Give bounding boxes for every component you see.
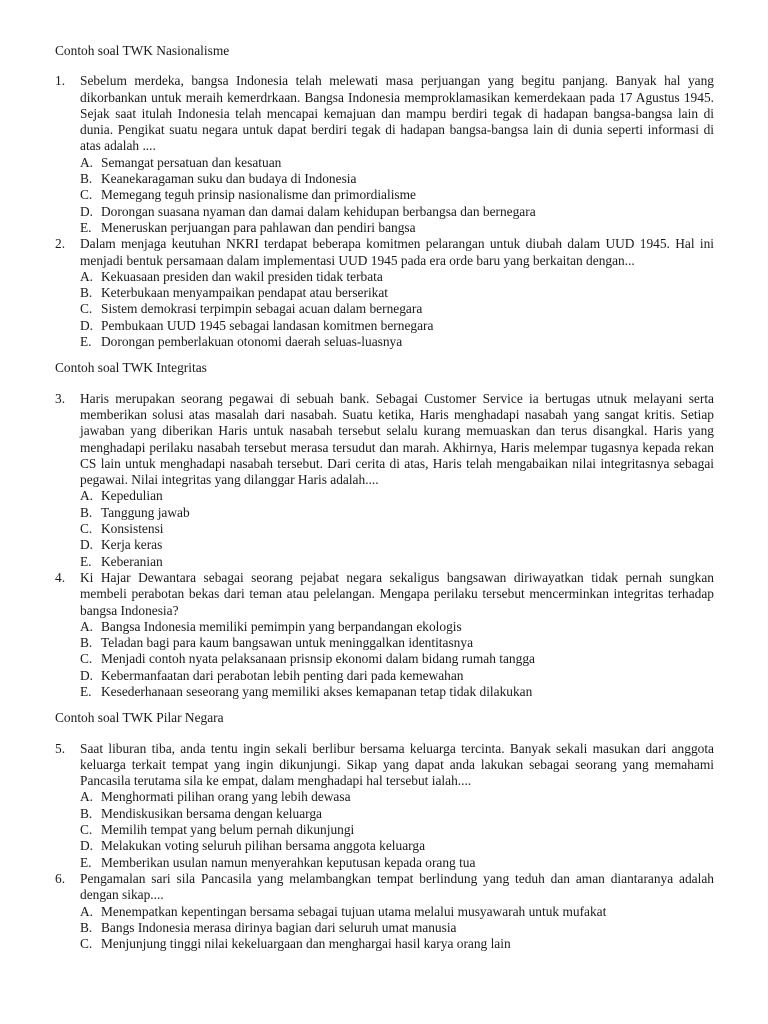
option-text: Teladan bagi para kaum bangsawan untuk meninggalkan identitasnya: [101, 635, 474, 651]
option-text: Mendiskusikan bersama dengan keluarga: [101, 805, 323, 821]
answer-option: [80, 668, 714, 684]
section-nasionalisme: [55, 43, 714, 350]
option-letter: A.: [80, 268, 94, 284]
answer-option: [80, 936, 714, 952]
answer-option: [80, 789, 714, 805]
option-letter: C.: [80, 651, 93, 667]
option-text: Bangs Indonesia merasa dirinya bagian dari seluruh umat manusia: [101, 919, 457, 935]
option-letter: A.: [80, 154, 94, 170]
option-text: Meneruskan perjuangan para pahlawan dan pendiri bangsa: [101, 219, 416, 235]
option-letter: E.: [80, 334, 92, 350]
option-letter: B.: [80, 805, 93, 821]
answer-option: [80, 505, 714, 521]
question-text: Dalam menjaga keutuhan NKRI terdapat beberapa komitmen pelarangan untuk diubah dalam UUD 1945. Hal ini menjadi bentuk persamaan dalam implementasi UUD 1945 pada era orde baru yang berkaitan dengan...: [80, 236, 714, 268]
option-text: Kekuasaan presiden dan wakil presiden tidak terbata: [101, 268, 383, 284]
question-number: 3.: [55, 390, 66, 406]
option-letter: D.: [80, 667, 94, 683]
question-number: 4.: [55, 569, 66, 585]
option-text: Bangsa Indonesia memiliki pemimpin yang berpandangan ekologis: [101, 618, 462, 634]
option-letter: C.: [80, 936, 93, 952]
answer-options: [80, 789, 714, 870]
option-text: Menjunjung tinggi nilai kekeluargaan dan menghargai hasil karya orang lain: [101, 936, 511, 952]
option-letter: A.: [80, 488, 94, 504]
option-text: Sistem demokrasi terpimpin sebagai acuan dalam bernegara: [101, 301, 423, 317]
option-letter: E.: [80, 854, 92, 870]
question-number: 1.: [55, 73, 66, 89]
question-text: Sebelum merdeka, bangsa Indonesia telah melewati masa perjuangan yang begitu panjang. Banyak hal yang dikorbankan untuk meraih kemerdrkaan. Bangsa Indonesia memproklamasikan kemerdekaan pada 17 Agustus 1945. Sejak saat itulah Indonesia telah mencapai kemajuan dan mampu berdiri tegak di hadapan bangsa-bangsa lain di dunia. Pengikat suatu negara untuk dapat berdiri tegak di hadapan bangsa-bangsa lain di dunia seperti informasi di atas adalah ....: [80, 73, 714, 154]
question-text: Haris merupakan seorang pegawai di sebuah bank. Sebagai Customer Service ia bertugas utnuk melayani serta memberikan solusi atas masalah dari nasabah. Suatu ketika, Haris menghadapi nasabah yang sangat kritis. Setiap jawaban yang diberikan Haris untuk nasabah tersebut selalu kurang memuaskan dan terus disangkal. Haris yang menghadapi perilaku nasabah tersebut merasa tersudut dan marah. Akhirnya, Haris melempar tugasnya kepada rekan CS lain untuk menghadapi nasabah tersebut. Dari cerita di atas, Haris telah mengabaikan nilai integritasnya sebagai pegawai. Nilai integritas yang dilanggar Haris adalah....: [80, 390, 714, 488]
option-text: Tanggung jawab: [101, 504, 190, 520]
answer-option: [80, 204, 714, 220]
answer-option: [80, 920, 714, 936]
option-text: Kebermanfaatan dari perabotan lebih penting dari pada kemewahan: [101, 667, 464, 683]
answer-option: [80, 171, 714, 187]
answer-option: [80, 301, 714, 317]
option-letter: B.: [80, 285, 93, 301]
section-heading: Contoh soal TWK Integritas: [55, 360, 207, 376]
option-letter: B.: [80, 635, 93, 651]
answer-option: [80, 822, 714, 838]
answer-option: [80, 187, 714, 203]
question-number: 5.: [55, 740, 66, 756]
question-number: 2.: [55, 236, 66, 252]
question-3: [55, 391, 714, 570]
section-heading: Contoh soal TWK Nasionalisme: [55, 43, 230, 58]
answer-options: [80, 904, 714, 953]
section-pilar-negara: [55, 710, 714, 952]
question-2: [55, 236, 714, 350]
option-text: Dorongan pemberlakuan otonomi daerah seluas-luasnya: [101, 334, 403, 350]
section-heading: Contoh soal TWK Pilar Negara: [55, 710, 224, 726]
question-6: [55, 871, 714, 952]
option-letter: E.: [80, 553, 92, 569]
answer-option: [80, 334, 714, 350]
answer-option: [80, 855, 714, 871]
option-text: Kerja keras: [101, 537, 163, 553]
option-text: Pembukaan UUD 1945 sebagai landasan komitmen bernegara: [101, 317, 434, 333]
answer-option: [80, 269, 714, 285]
option-letter: C.: [80, 301, 93, 317]
option-text: Melakukan voting seluruh pilihan bersama anggota keluarga: [101, 838, 426, 854]
answer-option: [80, 619, 714, 635]
answer-option: [80, 904, 714, 920]
answer-option: [80, 220, 714, 236]
question-4: [55, 570, 714, 700]
answer-options: [80, 155, 714, 236]
answer-options: [80, 269, 714, 350]
question-text: Saat liburan tiba, anda tentu ingin sekali berlibur bersama keluarga tercinta. Banyak sekali masukan dari anggota keluarga terkait tempat yang ingin dikunjungi. Sikap yang dapat anda lakukan sebagai seorang yang memahami Pancasila terutama sila ke empat, dalam menghadapi hal tersebut ialah....: [80, 740, 714, 789]
answer-option: [80, 684, 714, 700]
answer-option: [80, 285, 714, 301]
answer-option: [80, 635, 714, 651]
option-text: Menghormati pilihan orang yang lebih dewasa: [101, 789, 351, 805]
question-text: Pengamalan sari sila Pancasila yang melambangkan tempat berlindung yang teduh dan aman diantaranya adalah dengan sikap....: [80, 870, 714, 903]
option-text: Menjadi contoh nyata pelaksanaan prisnsip ekonomi dalam bidang rumah tangga: [101, 651, 535, 667]
answer-option: [80, 806, 714, 822]
option-letter: C.: [80, 822, 93, 838]
question-5: [55, 741, 714, 871]
option-letter: B.: [80, 171, 93, 187]
option-letter: B.: [80, 919, 93, 935]
answer-option: [80, 488, 714, 504]
option-letter: A.: [80, 789, 94, 805]
option-text: Memilih tempat yang belum pernah dikunjungi: [101, 822, 355, 838]
option-text: Semangat persatuan dan kesatuan: [101, 154, 282, 170]
option-letter: E.: [80, 219, 92, 235]
option-letter: A.: [80, 903, 94, 919]
option-text: Keterbukaan menyampaikan pendapat atau berserikat: [101, 285, 389, 301]
option-text: Menempatkan kepentingan bersama sebagai tujuan utama melalui musyawarah untuk mufakat: [101, 903, 607, 919]
option-text: Memegang teguh prinsip nasionalisme dan primordialisme: [101, 187, 416, 203]
option-letter: B.: [80, 504, 93, 520]
option-letter: C.: [80, 187, 93, 203]
answer-option: [80, 155, 714, 171]
question-text: Ki Hajar Dewantara sebagai seorang pejabat negara sekaligus bangsawan diriwayatkan tidak pernah sungkan membeli perabotan bekas dari teman atau pelelangan. Mengapa perilaku tersebut mencerminkan integritas terhadap bangsa Indonesia?: [80, 569, 714, 618]
option-text: Konsistensi: [101, 521, 164, 537]
section-integritas: [55, 360, 714, 700]
question-number: 6.: [55, 870, 66, 886]
option-letter: D.: [80, 838, 94, 854]
answer-option: [80, 651, 714, 667]
answer-option: [80, 838, 714, 854]
option-letter: D.: [80, 203, 94, 219]
option-text: Keanekaragaman suku dan budaya di Indonesia: [101, 171, 357, 187]
answer-option: [80, 318, 714, 334]
answer-option: [80, 554, 714, 570]
answer-options: [80, 619, 714, 700]
answer-option: [80, 521, 714, 537]
option-letter: A.: [80, 618, 94, 634]
option-text: Kesederhanaan seseorang yang memiliki akses kemapanan tetap tidak dilakukan: [101, 683, 533, 699]
answer-options: [80, 488, 714, 569]
option-text: Memberikan usulan namun menyerahkan keputusan kepada orang tua: [101, 854, 476, 870]
option-text: Dorongan suasana nyaman dan damai dalam kehidupan berbangsa dan bernegara: [101, 203, 536, 219]
option-text: Kepedulian: [101, 488, 163, 504]
answer-option: [80, 537, 714, 553]
option-letter: D.: [80, 317, 94, 333]
question-1: [55, 73, 714, 236]
option-letter: E.: [80, 683, 92, 699]
option-text: Keberanian: [101, 553, 163, 569]
option-letter: C.: [80, 521, 93, 537]
option-letter: D.: [80, 537, 94, 553]
